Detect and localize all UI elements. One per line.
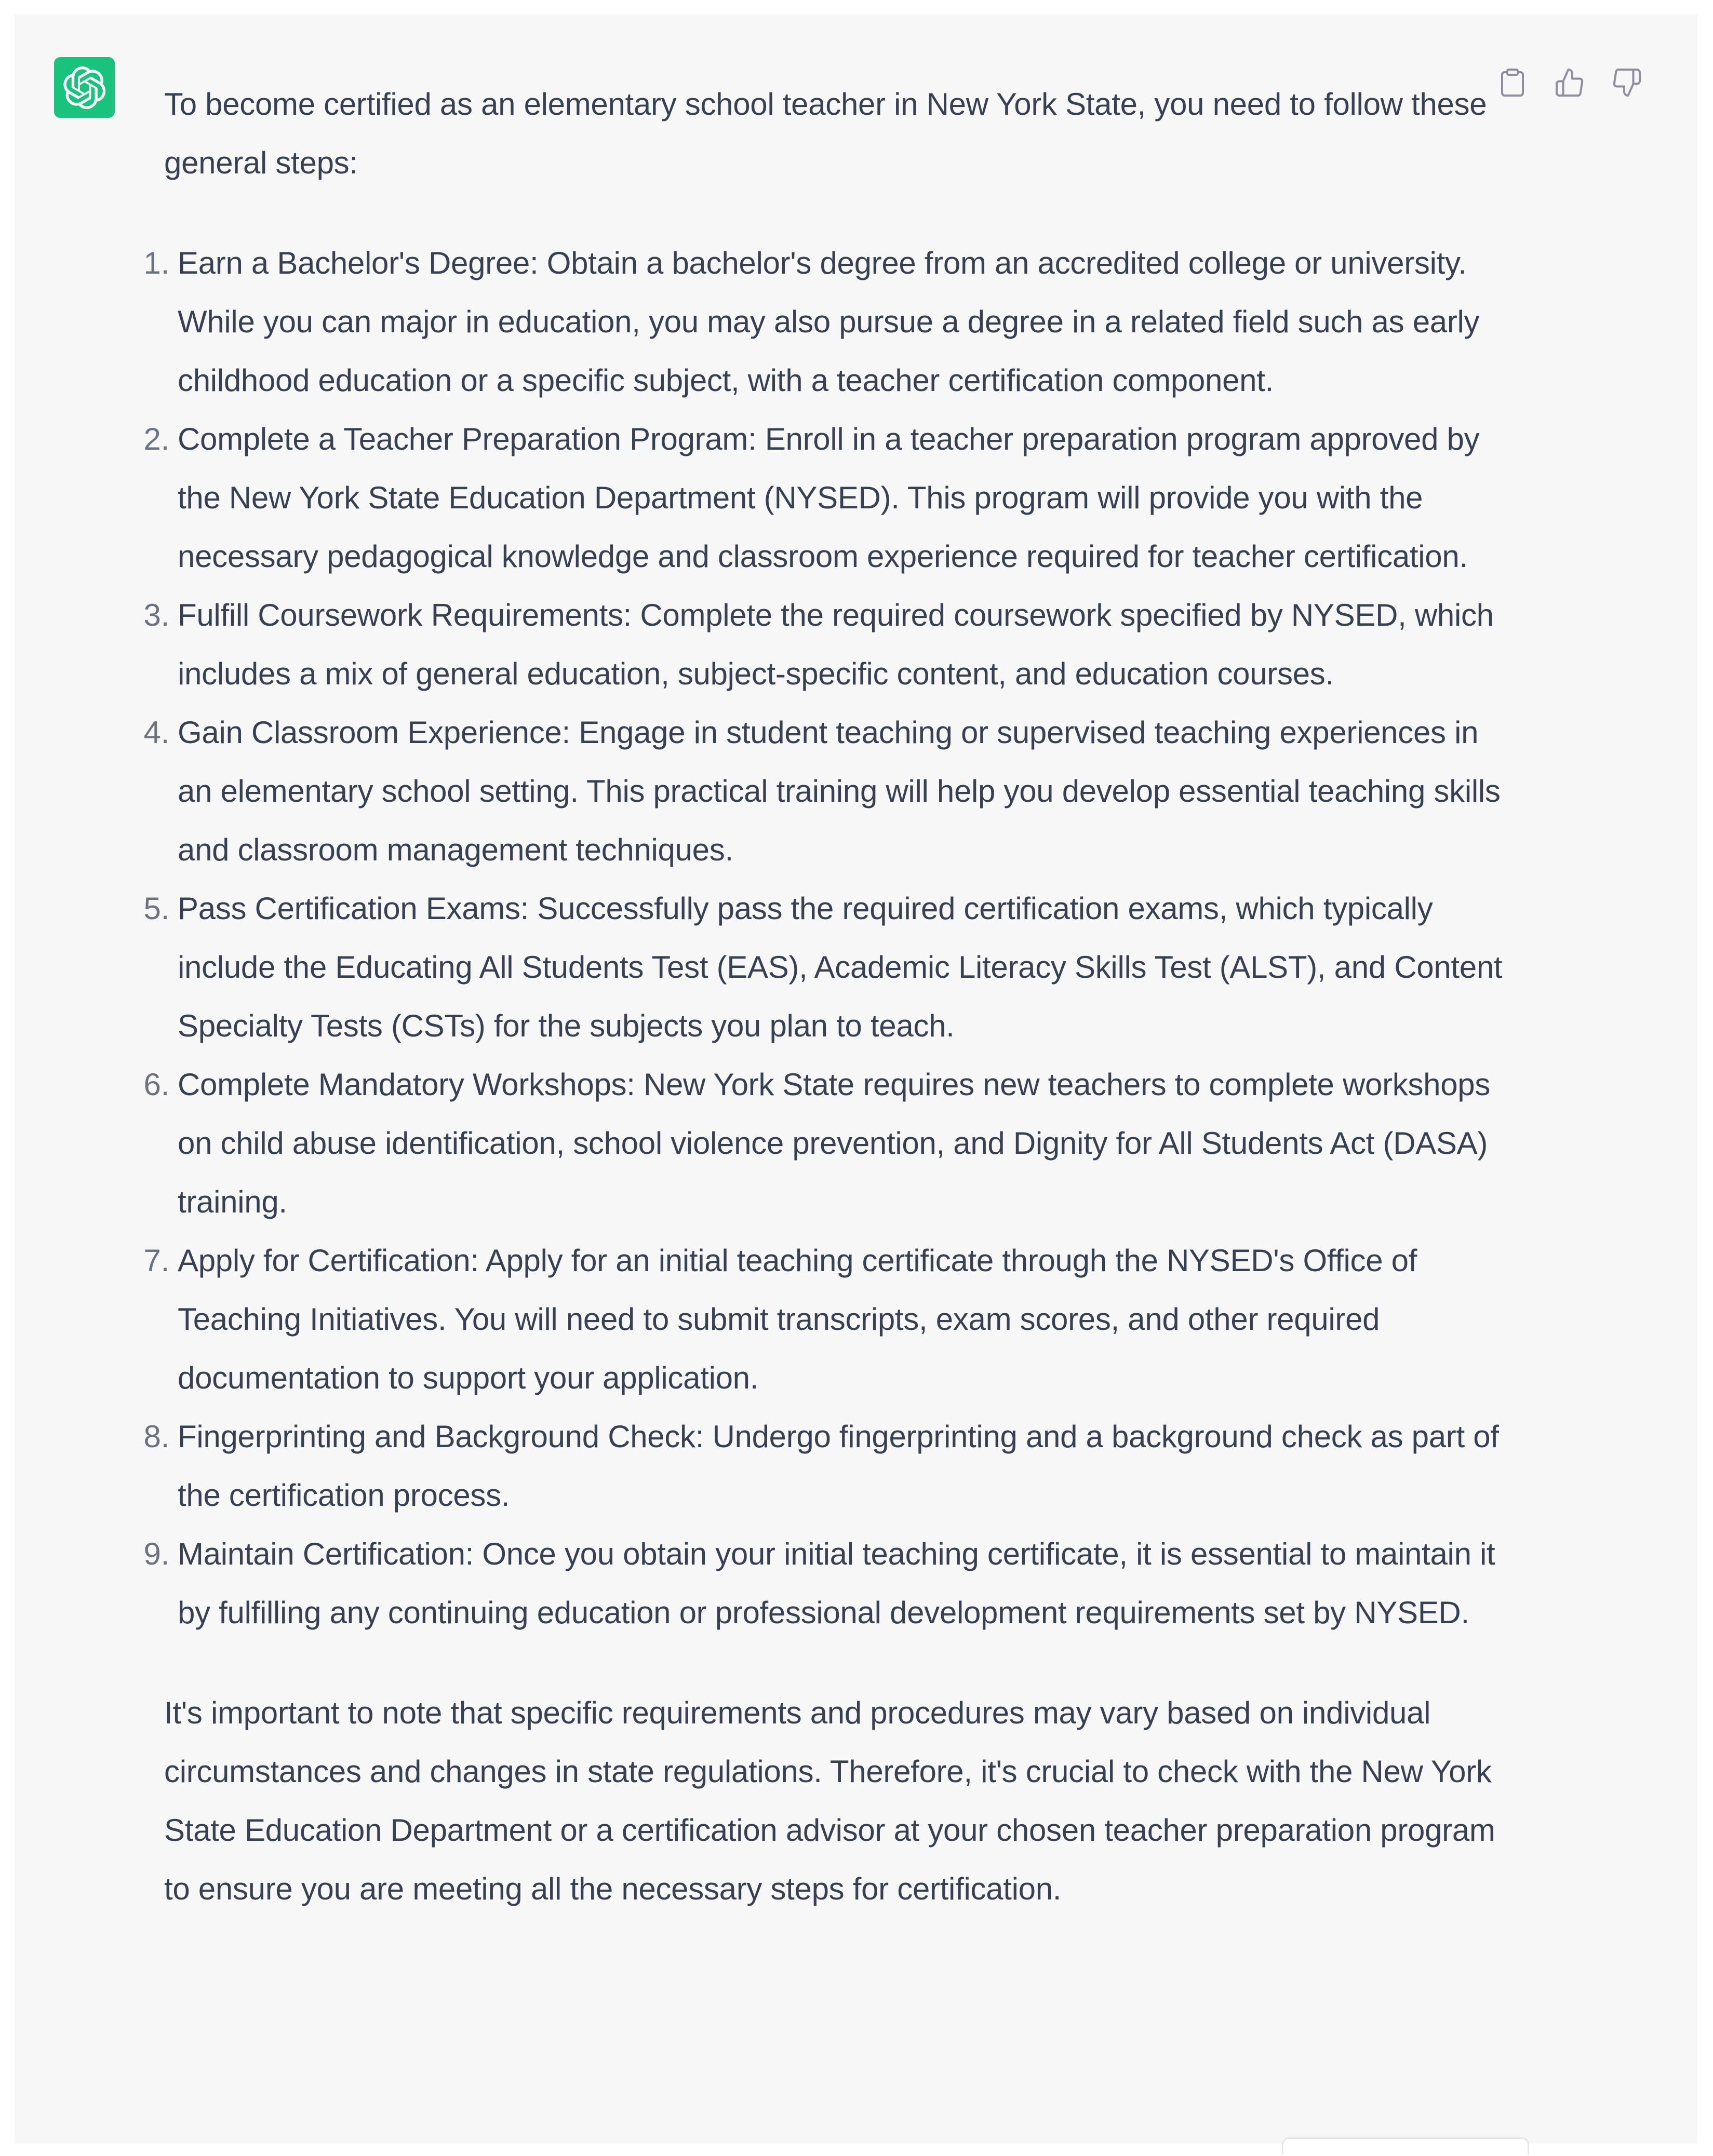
list-item-number: 4. xyxy=(143,715,169,750)
list-item-number: 6. xyxy=(143,1067,169,1102)
list-item-text: Complete Mandatory Workshops: New York State requires new teachers to complete workshops on child abuse identification, school violence prevention, and Dignity for All Students Act (DASA) training. xyxy=(178,1067,1491,1219)
list-item-text: Earn a Bachelor's Degree: Obtain a bachelor's degree from an accredited college or university. While you can major in education, you may also pursue a degree in a related field such as early childhood education or a specific subject, with a teacher certification component. xyxy=(178,246,1480,398)
dislike-button[interactable] xyxy=(1608,64,1645,101)
list-item-number: 7. xyxy=(143,1243,169,1278)
list-item-number: 2. xyxy=(143,422,169,456)
list-item-number: 1. xyxy=(143,246,169,280)
list-item xyxy=(143,410,1504,586)
thumbs-up-icon xyxy=(1554,67,1585,98)
list-item-text: Pass Certification Exams: Successfully pass the required certification exams, which typically include the Educating All Students Test (EAS), Academic Literacy Skills Test (ALST), and Content Specialty Tests (CSTs) for the subjects you plan to teach. xyxy=(178,891,1503,1043)
steps-list xyxy=(143,234,1504,1642)
list-item-number: 3. xyxy=(143,598,169,632)
list-item xyxy=(143,1231,1504,1407)
intro-paragraph: To become certified as an elementary school teacher in New York State, you need to follow these general steps: xyxy=(164,87,1487,180)
list-item-text: Fingerprinting and Background Check: Undergo fingerprinting and a background check as part of the certification process. xyxy=(178,1419,1499,1513)
assistant-avatar xyxy=(54,57,115,118)
list-item-text: Fulfill Coursework Requirements: Complete the required coursework specified by NYSED, which includes a mix of general education, subject-specific content, and education courses. xyxy=(178,598,1494,691)
list-item-text: Apply for Certification: Apply for an initial teaching certificate through the NYSED's Office of Teaching Initiatives. You will need to submit transcripts, exam scores, and other required documentation to support your application. xyxy=(178,1243,1417,1395)
assistant-message xyxy=(15,15,1697,2144)
list-item-number: 9. xyxy=(143,1537,169,1571)
list-item-number: 8. xyxy=(143,1419,169,1454)
like-button[interactable] xyxy=(1551,64,1588,101)
list-item-number: 5. xyxy=(143,891,169,926)
message-actions xyxy=(1494,64,1645,101)
list-item-text: Gain Classroom Experience: Engage in student teaching or supervised teaching experiences in an elementary school setting. This practical training will help you develop essential teaching skills and classroom management techniques. xyxy=(178,715,1501,867)
list-item xyxy=(143,1055,1504,1231)
message-content xyxy=(143,75,1504,1918)
openai-logo-icon xyxy=(63,66,106,110)
list-item xyxy=(143,1407,1504,1525)
list-item xyxy=(143,1525,1504,1642)
list-item-text: Maintain Certification: Once you obtain your initial teaching certificate, it is essential to maintain it by fulfilling any continuing education or professional development requirements set by NYSED. xyxy=(178,1537,1495,1630)
regenerate-bar-edge xyxy=(1282,2137,1529,2154)
thumbs-down-icon xyxy=(1611,67,1642,98)
list-item xyxy=(143,234,1504,410)
list-item xyxy=(143,586,1504,703)
list-item xyxy=(143,703,1504,879)
closing-paragraph: It's important to note that specific requirements and procedures may vary based on individual circumstances and changes in state regulations. Therefore, it's crucial to check with the New York State Education Department or a certification advisor at your chosen teacher preparation program to ensure you are meeting all the necessary steps for certification. xyxy=(164,1695,1495,1906)
list-item xyxy=(143,879,1504,1055)
list-item-text: Complete a Teacher Preparation Program: Enroll in a teacher preparation program approved by the New York State Education Department (NYSED). This program will provide you with the necessary pedagogical knowledge and classroom experience required for teacher certification. xyxy=(178,422,1480,574)
